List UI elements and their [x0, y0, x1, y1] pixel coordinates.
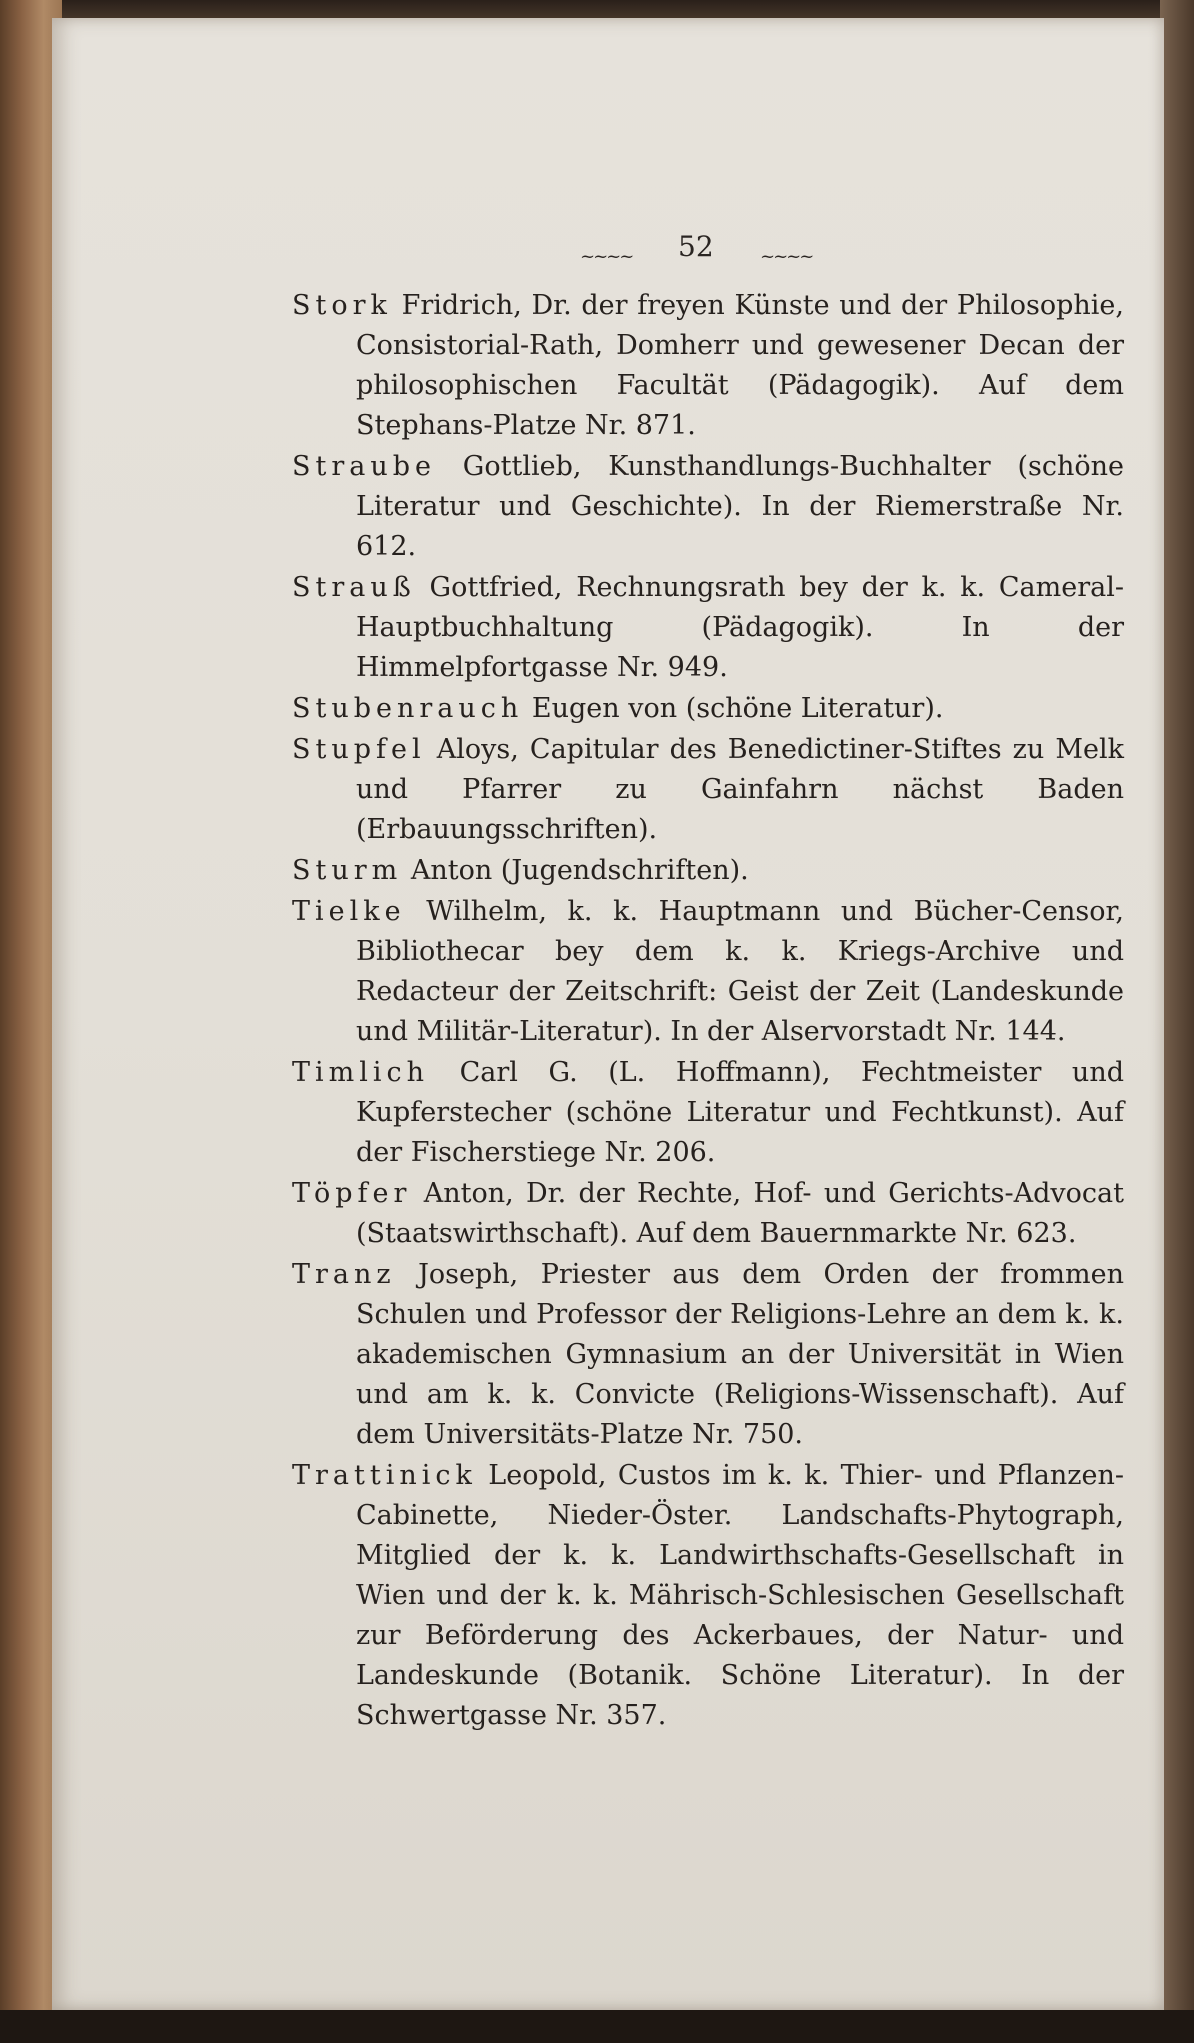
entry-name: Timlich [292, 1057, 430, 1088]
entry-stupfel [292, 730, 1124, 850]
entry-name: Tranz [292, 1259, 396, 1290]
entry-tielke [292, 892, 1124, 1052]
entry-text: Aloys, Capitular des Benedictiner-Stiftes zu Melk und Pfarrer zu Gainfahrn nächst Baden (Erbauungsschriften). [356, 734, 1124, 845]
entry-name: Trattinick [292, 1460, 477, 1491]
entry-text: Anton (Jugendschriften). [402, 855, 749, 886]
entry-timlich [292, 1053, 1124, 1173]
entry-trattinick [292, 1456, 1124, 1736]
entry-text: Wilhelm, k. k. Hauptmann und Bücher-Censor, Bibliothecar bey dem k. k. Kriegs-Archive und Redacteur der Zeitschrift: Geist der Zeit (Landeskunde und Militär-Literatur). In der Alservorstadt Nr. 144. [356, 896, 1124, 1047]
entry-text: Leopold, Custos im k. k. Thier- und Pflanzen-Cabinette, Nieder-Öster. Landschafts-Phytograph, Mitglied der k. k. Landwirthschafts-Gesellschaft in Wien und der k. k. Mährisch-Schlesischen Gesellschaft zur Beförderung des Ackerbaues, der Natur- und Landeskunde (Botanik. Schöne Literatur). In der Schwertgasse Nr. 357. [356, 1460, 1124, 1731]
entry-name: Stork [292, 290, 392, 321]
header-ornament-right: ~~~~ [760, 246, 813, 267]
entry-text: Carl G. (L. Hoffmann), Fechtmeister und Kupferstecher (schöne Literatur und Fechtkunst). Auf der Fischerstiege Nr. 206. [356, 1057, 1124, 1168]
entry-text: Gottlieb, Kunsthandlungs-Buchhalter (schöne Literatur und Geschichte). In der Riemerstraße Nr. 612. [356, 451, 1124, 562]
entry-text: Gottfried, Rechnungsrath bey der k. k. Cameral-Hauptbuchhaltung (Pädagogik). In der Himmelpfortgasse Nr. 949. [356, 572, 1124, 683]
entry-name: Stupfel [292, 734, 426, 765]
entry-text: Anton, Dr. der Rechte, Hof- und Gerichts-Advocat (Staatswirthschaft). Auf dem Bauernmarkte Nr. 623. [356, 1178, 1124, 1249]
entry-stubenrauch [292, 689, 1124, 729]
entry-stork [292, 286, 1124, 446]
entry-sturm [292, 851, 1124, 891]
entry-name: Stubenrauch [292, 693, 524, 724]
entry-straube [292, 447, 1124, 567]
directory-entries [292, 286, 1124, 1737]
book-right-edge [1160, 0, 1194, 2043]
entry-text: Joseph, Priester aus dem Orden der frommen Schulen und Professor der Religions-Lehre an dem k. k. akademischen Gymnasium an der Universität in Wien und am k. k. Convicte (Religions-Wissenschaft). Auf dem Universitäts-Platze Nr. 750. [356, 1259, 1124, 1450]
header-ornament-left: ~~~~ [580, 246, 633, 267]
page-number: 52 [678, 230, 714, 263]
entry-name: Sturm [292, 855, 403, 886]
entry-name: Strauß [292, 572, 416, 603]
entry-text: Eugen von (schöne Literatur). [523, 693, 944, 724]
entry-name: Tielke [292, 896, 406, 927]
entry-name: Töpfer [292, 1178, 412, 1209]
entry-tranz [292, 1255, 1124, 1455]
entry-toepfer [292, 1174, 1124, 1254]
entry-text: Fridrich, Dr. der freyen Künste und der Philosophie, Consistorial-Rath, Domherr und gewesener Decan der philosophischen Facultät (Pädagogik). Auf dem Stephans-Platze Nr. 871. [356, 290, 1124, 441]
page-header [560, 230, 860, 280]
book-bottom-edge [0, 2010, 1194, 2043]
entry-strauss [292, 568, 1124, 688]
entry-name: Straube [292, 451, 437, 482]
